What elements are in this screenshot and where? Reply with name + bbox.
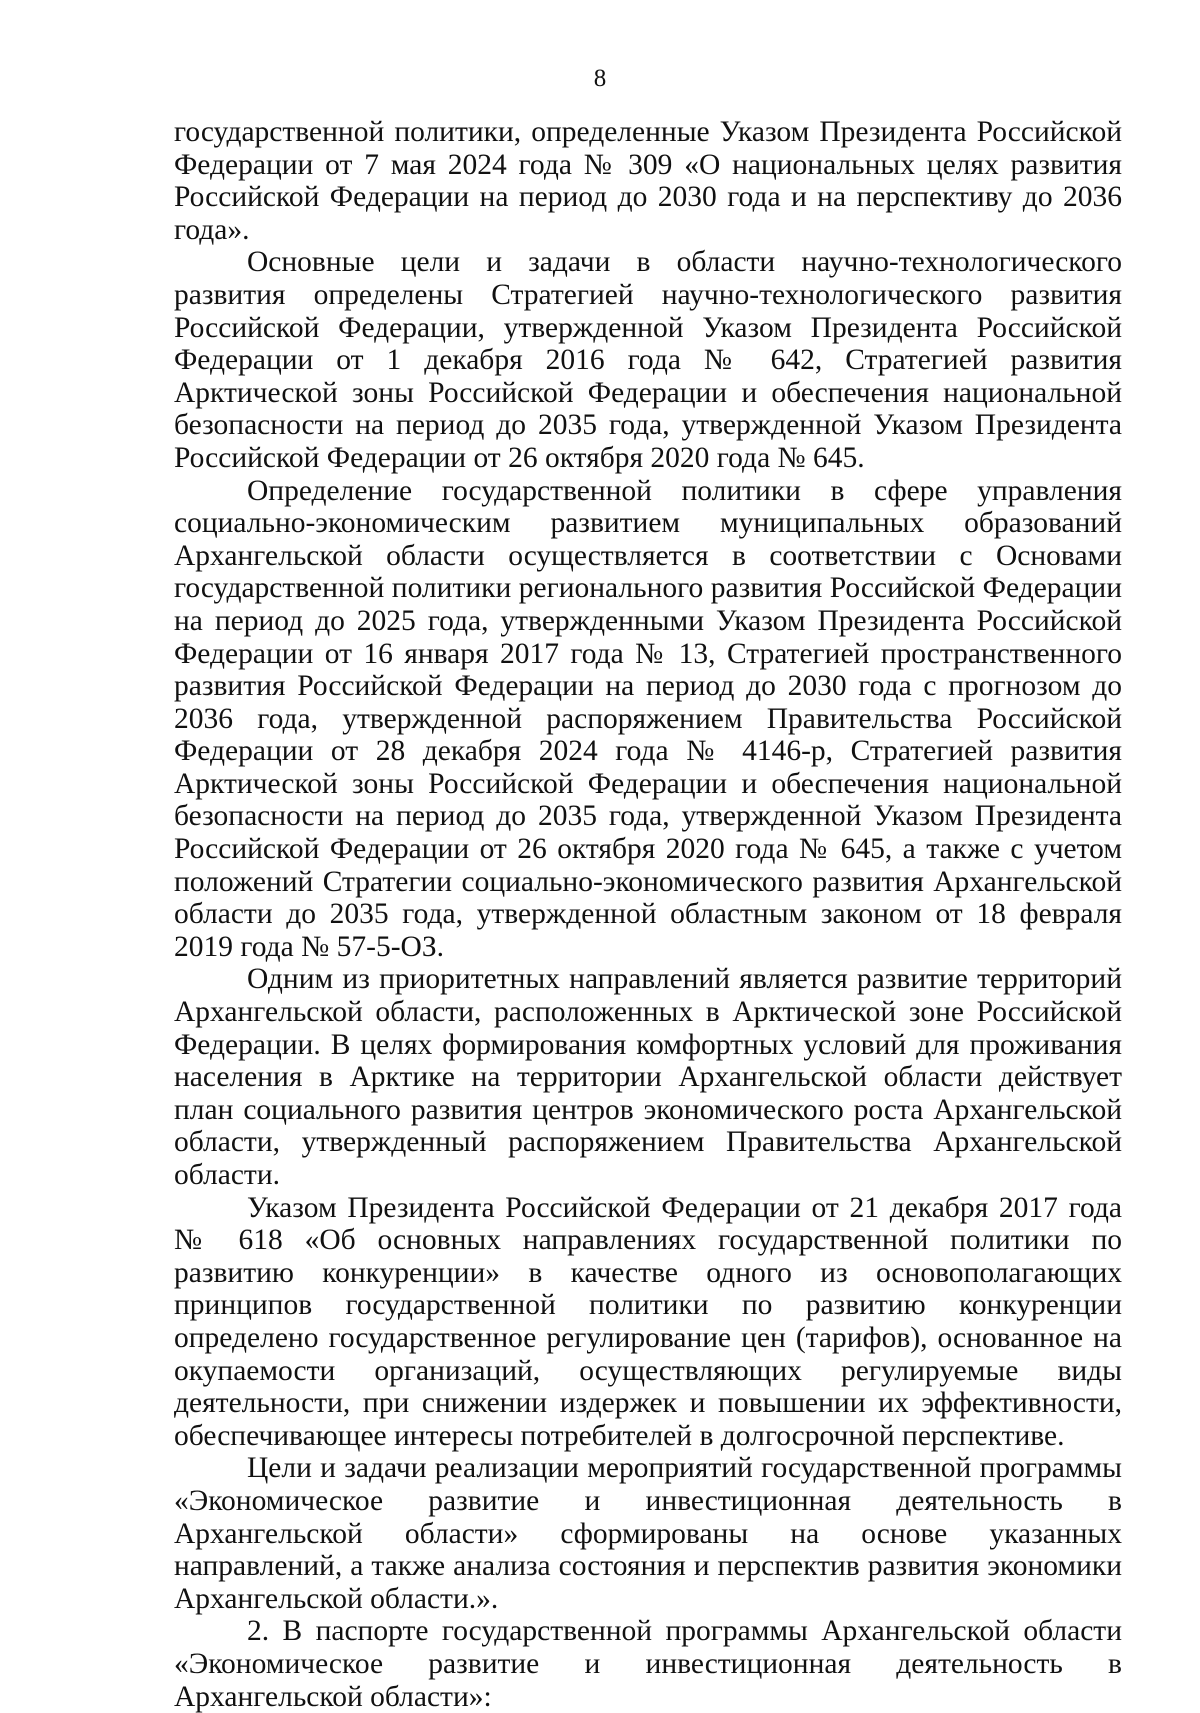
paragraph-science-strategy: Основные цели и задачи в области научно-технологического развития определены Стратегией научно-технологического развития Российской Федерации, утвержденной Указом Президента Российской Федерации от 1 декабря 2016 года № 642, Стратегией развития Арктической зоны Российской Федерации и обеспечения национальной безопасности на период до 2035 года, утвержденной Указом Президента Российской Федерации от 26 октября 2020 года № 645. [174, 246, 1122, 474]
page-number: 8 [593, 65, 607, 92]
paragraph-competition-decree: Указом Президента Российской Федерации от 21 декабря 2017 года № 618 «Об основных направлениях государственной политики по развитию конкуренции» в качестве одного из основополагающих принципов государственной политики по развитию конкуренции определено государственное регулирование цен (тарифов), основанное на окупаемости организаций, осуществляющих регулируемые виды деятельности, при снижении издержек и повышении их эффективности, обеспечивающее интересы потребителей в долгосрочной перспективе. [174, 1191, 1122, 1452]
paragraph-municipal-policy: Определение государственной политики в сфере управления социально-экономическим развитием муниципальных образований Архангельской области осуществляется в соответствии с Основами государственной политики регионального развития Российской Федерации на период до 2025 года, утвержденными Указом Президента Российской Федерации от 16 января 2017 года № 13, Стратегией пространственного развития Российской Федерации на период до 2030 года с прогнозом до 2036 года, утвержденной распоряжением Правительства Российской Федерации от 28 декабря 2024 года № 4146-р, Стратегией развития Арктической зоны Российской Федерации и обеспечения национальной безопасности на период до 2035 года, утвержденной Указом Президента Российской Федерации от 26 октября 2020 года № 645, а также с учетом положений Стратегии социально-экономического развития Архангельской области до 2035 года, утвержденной областным законом от 18 февраля 2019 года № 57-5-ОЗ. [174, 474, 1122, 963]
paragraph-continuation: государственной политики, определенные Указом Президента Российской Федерации от 7 мая 2024 года № 309 «О национальных целях развития Российской Федерации на период до 2030 года и на перспективу до 2036 года». [174, 116, 1122, 246]
paragraph-arctic-priority: Одним из приоритетных направлений является развитие территорий Архангельской области, расположенных в Арктической зоне Российской Федерации. В целях формирования комфортных условий для проживания населения в Арктике на территории Архангельской области действует план социального развития центров экономического роста Архангельской области, утвержденный распоряжением Правительства Архангельской области. [174, 963, 1122, 1191]
paragraph-program-goals: Цели и задачи реализации мероприятий государственной программы «Экономическое развитие и инвестиционная деятельность в Архангельской области» сформированы на основе указанных направлений, а также анализа состояния и перспектив развития экономики Архангельской области.». [174, 1452, 1122, 1615]
paragraph-item-2: 2. В паспорте государственной программы Архангельской области «Экономическое развитие и инвестиционная деятельность в Архангельской области»: [174, 1615, 1122, 1713]
document-body [174, 116, 1122, 1713]
